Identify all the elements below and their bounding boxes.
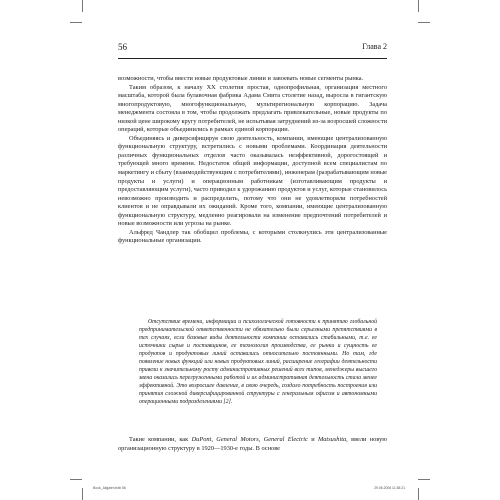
page-number: 56 (118, 42, 127, 52)
crop-mark (82, 488, 83, 500)
chapter-title: Глава 2 (362, 42, 387, 51)
print-footer (93, 486, 405, 494)
footer-timestamp: 29.06.2006 11:38:21 (374, 486, 405, 490)
paragraph: Альфред Чандлер так обобщил проблемы, с которыми столкнулись эти централизованные функциональные организации. (118, 228, 387, 245)
crop-mark (70, 479, 82, 480)
paragraph: Объединяясь и диверсифицируя свою деятельность, компании, имеющие централизованную функциональную структуру, встретились с новыми проблемами. Координация деятельности различных функциональных отделов часто оказывалась неэффективной, дорогостоящей и требующей много времени. Недостаток общей информации, доступной всем специалистам по маркетингу и сбыту (взаимодействующим с потребителями), инженерам (разрабатывающим новые продукты и услуги) и операционным работникам (изготавливающим продукты и предоставляющим услуги), часто приводил к удорожанию продуктов и услуг, которые становилось невозможно производить и распределить, потому что они не удовлетворяли потребностей клиентов и не оправдывали их ожиданий. Кроме того, компании, имеющие централизованную функциональную структуру, медленно реагировали на изменение предпочтений потребителей и новые возможности или угрозы на рынке. (118, 134, 387, 228)
body-text-continued (118, 436, 387, 453)
running-header (118, 40, 387, 54)
block-quote: Отсутствие времени, информации и психологической готовности к принятию глобальной предпринимательской ответственности не обязательно были серьезными препятствиями в тех случаях, если базовые виды деятельности компании оставались стабильными, т.е. ее источники сырья и поставщиков, ее технология производства, ее рынки и сущность ее продуктов и продуктовых линий оставались относительно постоянными. Но там, где появление новых функций или новых продуктовых линий, расширение географии деятельности привели к значительному росту административных решений всех типов, менеджеры высшего звена оказались перегруженными работой и их административная деятельность стала менее эффективной. Это возросшее давление, в свою очередь, создало потребность построения или принятия сложной диверсифицированной структуры с генеральным офисом и автономными операционными подразделениями [2]. (139, 319, 377, 405)
crop-mark (82, 0, 83, 12)
closing-paragraph: Такие компании, как DuPont, General Motors, General Electric и Matsushita, ввели новую организационную структуру в 1920—1930-е годы. В основе (118, 436, 388, 452)
crop-mark (418, 479, 430, 480)
paragraph: Таким образом, к началу XX столетия простая, однопрофильная, организация местного масштаба, которой была булавочная фабрика Адама Смита столетие назад, выросла в гигантскую многопродуктовую, многофункциональную, мультирегиональную корпорацию. Задача менеджмента состояла в том, чтобы продолжать предлагать привлекательные, новые продукты по низкой цене широкому кругу потребителей, не испытывая затруднений из-за возросшей сложности операций, которые объединились в рамках единой корпорации. (118, 83, 387, 134)
paragraph: возможности, чтобы ввести новые продуктовые линии и завоевать новые сегменты рынка. (118, 75, 364, 82)
crop-mark (70, 22, 82, 23)
crop-mark (418, 0, 419, 12)
header-rule (118, 58, 387, 59)
footer-file-name: Book_Allgaier.indb 56 (93, 486, 126, 490)
crop-mark (418, 22, 430, 23)
crop-mark (418, 488, 419, 500)
body-text (118, 75, 387, 246)
paragraph (118, 436, 387, 453)
